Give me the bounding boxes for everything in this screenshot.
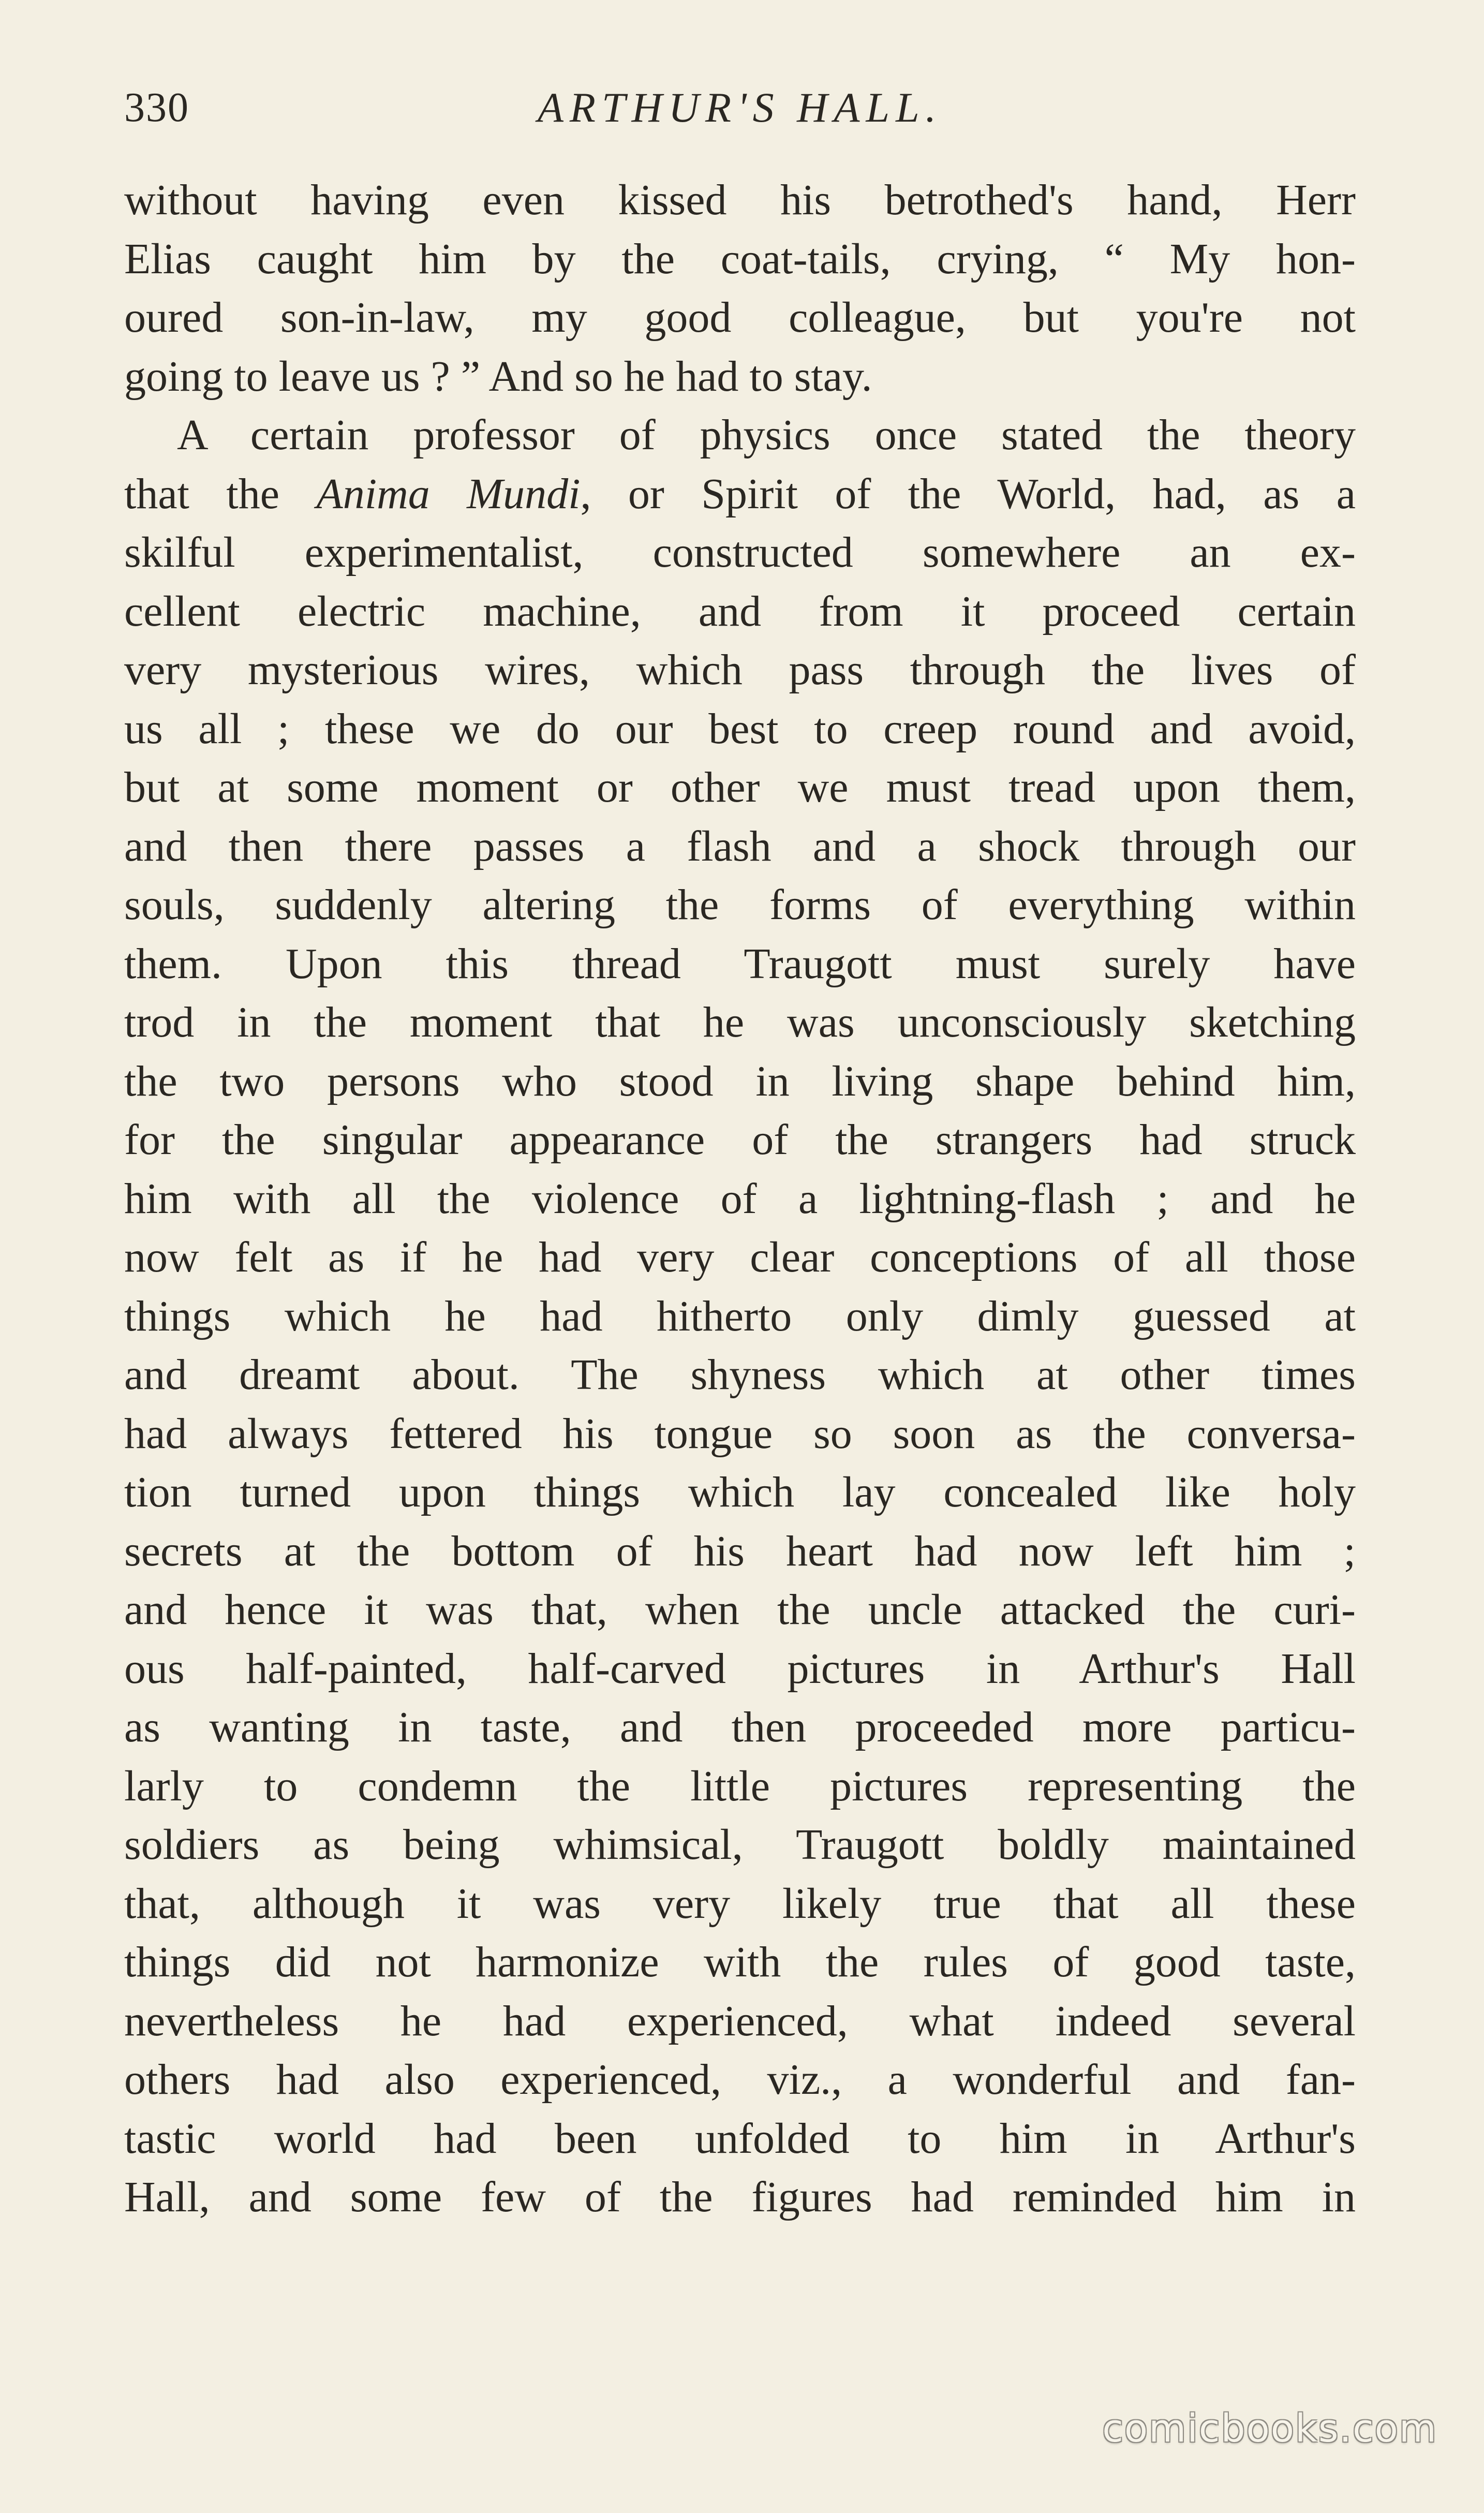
text-line: had always fettered his tongue so soon as the conversa- (124, 1409, 1356, 1458)
text-line: as wanting in taste, and then proceeded more particu- (124, 1703, 1356, 1751)
text-line: trod in the moment that he was unconsciously sketching (124, 998, 1356, 1046)
italic-phrase: Anima Mundi (316, 469, 581, 518)
text-line: souls, suddenly altering the forms of everything within (124, 881, 1356, 929)
text-line: very mysterious wires, which pass through the lives of (124, 646, 1356, 694)
running-title: ARTHUR'S HALL. (537, 84, 943, 131)
text-line: that, although it was very likely true that all these (124, 1879, 1356, 1928)
text-line: that the Anima Mundi, or Spirit of the World, had, as a (124, 469, 1356, 518)
running-head (124, 72, 1356, 135)
text-line: ous half-painted, half-carved pictures in Arthur's Hall (124, 1644, 1356, 1693)
text-line: soldiers as being whimsical, Traugott boldly maintained (124, 1821, 1356, 1869)
text-line: larly to condemn the little pictures representing the (124, 1762, 1356, 1810)
text-line: the two persons who stood in living shape behind him, (124, 1057, 1356, 1105)
page-number: 330 (124, 85, 189, 130)
text-line: and dreamt about. The shyness which at other times (124, 1351, 1356, 1399)
text-line: things which he had hitherto only dimly guessed at (124, 1292, 1356, 1340)
text-line: others had also experienced, viz., a wonderful and fan- (124, 2056, 1356, 2104)
text-line: for the singular appearance of the strangers had struck (124, 1116, 1356, 1164)
text-line: cellent electric machine, and from it proceed certain (124, 587, 1356, 635)
text-line: going to leave us ? ” And so he had to stay. (124, 352, 872, 401)
text-line: us all ; these we do our best to creep round and avoid, (124, 704, 1356, 753)
text-line: without having even kissed his betrothed's hand, Herr (124, 176, 1356, 224)
text-line: nevertheless he had experienced, what indeed several (124, 1997, 1356, 2045)
text-line: now felt as if he had very clear conceptions of all those (124, 1233, 1356, 1281)
text-line: them. Upon this thread Traugott must surely have (124, 939, 1356, 988)
body-text (124, 171, 1356, 2227)
text-line: Hall, and some few of the figures had reminded him in (124, 2173, 1356, 2221)
text-line: skilful experimentalist, constructed somewhere an ex- (124, 528, 1356, 576)
watermark: comicbooks.com (1102, 2406, 1437, 2451)
text-line: him with all the violence of a lightning-flash ; and he (124, 1174, 1356, 1223)
text-line: and then there passes a flash and a shock through our (124, 822, 1356, 870)
text-line: Elias caught him by the coat-tails, crying, “ My hon- (124, 234, 1356, 283)
text-line: tastic world had been unfolded to him in Arthur's (124, 2114, 1356, 2163)
text-line: oured son-in-law, my good colleague, but you're not (124, 293, 1356, 342)
text-line: secrets at the bottom of his heart had now left him ; (124, 1527, 1356, 1575)
text-line: things did not harmonize with the rules of good taste, (124, 1938, 1356, 1986)
text-line: tion turned upon things which lay concealed like holy (124, 1468, 1356, 1516)
text-line: and hence it was that, when the uncle attacked the curi- (124, 1586, 1356, 1634)
text-line: A certain professor of physics once stated the theory (177, 411, 1356, 459)
text-line: but at some moment or other we must tread upon them, (124, 763, 1356, 811)
